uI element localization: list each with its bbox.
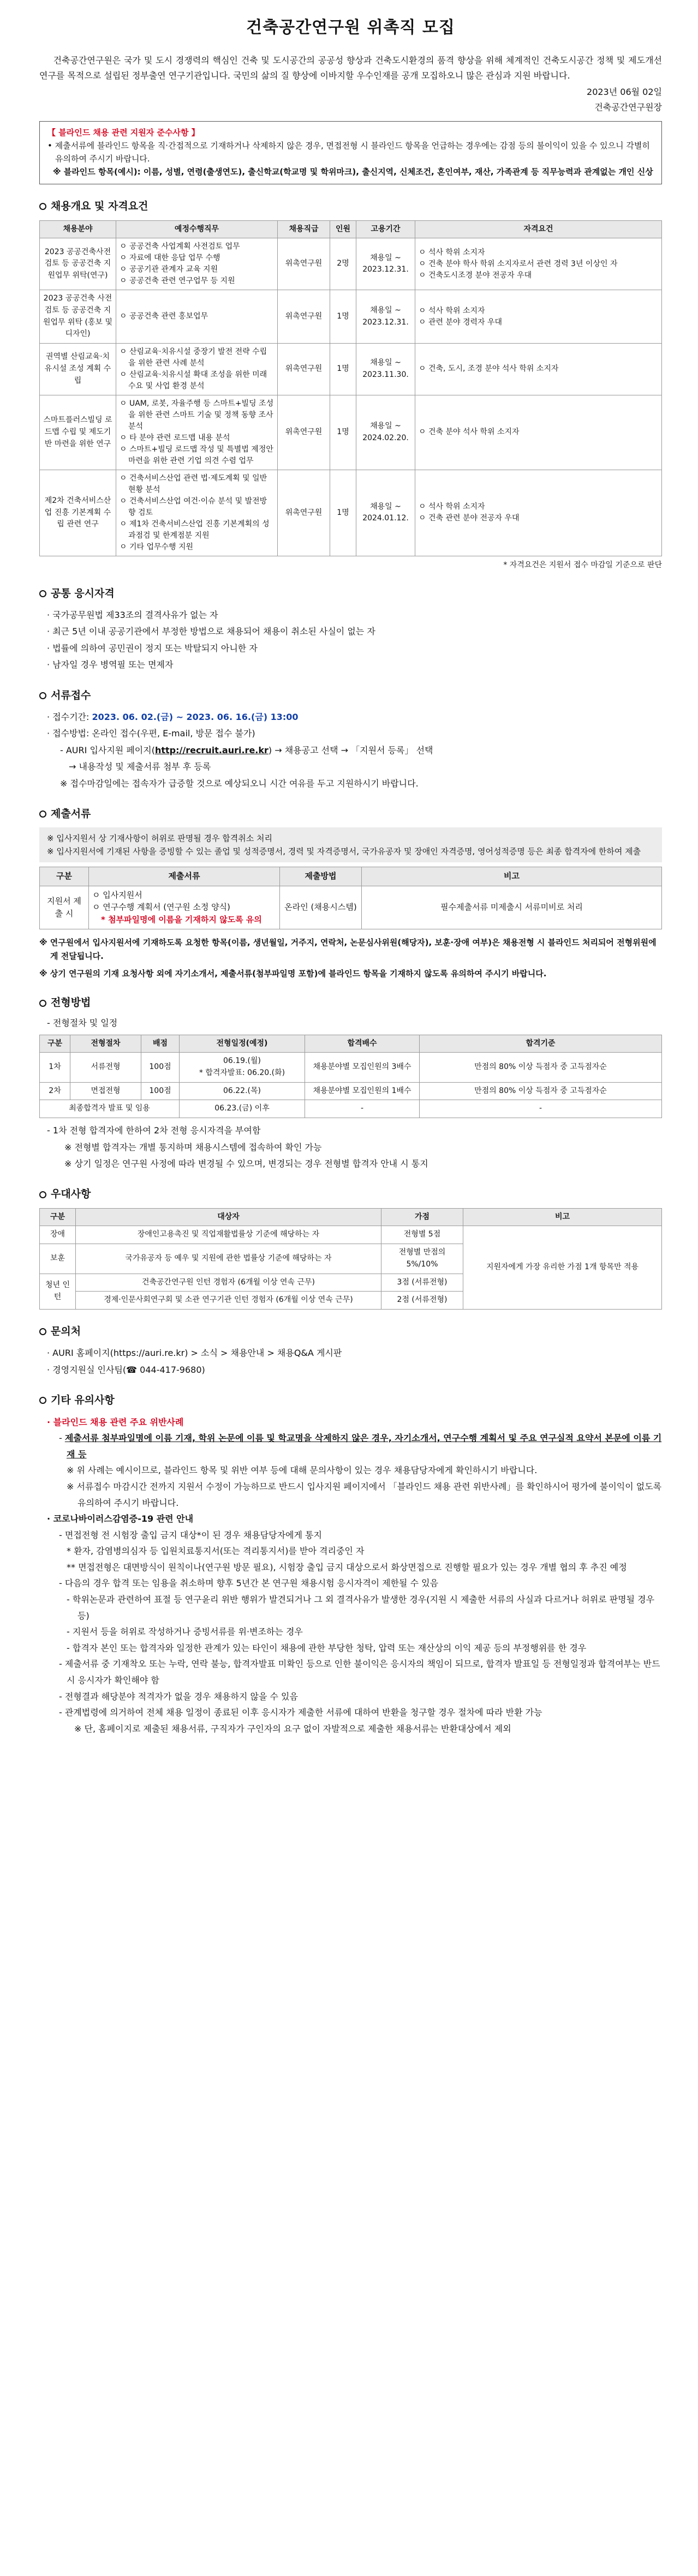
circle-icon (39, 1000, 46, 1007)
section-common-title: 공통 응시자격 (51, 587, 115, 599)
section-contact-title: 문의처 (51, 1325, 81, 1337)
list-item: ㅇ 공공기관 관계자 교육 지원 (120, 264, 274, 275)
recruit-duties (116, 395, 278, 470)
intro-paragraph: 건축공간연구원은 국가 및 도시 경쟁력의 핵심인 건축 및 도시공간의 공공성 향상과 건축도시환경의 품격 향상을 위해 체계적인 건축도시공간 정책 및 제도개선 연구를 목적으로 설립된 정부출연 연구기관입니다. 국민의 삶의 질 향상에 이바지할 우수인재를 공개 모집하오니 많은 관심과 지원 바랍니다. (39, 55, 662, 81)
selection-schedule (180, 1053, 305, 1082)
recruit-duties-list (120, 398, 274, 467)
common-qualifications-list (39, 607, 662, 674)
documents-filename-warning: * 첨부파일명에 이름을 기재하지 않도록 유의 (101, 914, 262, 924)
etc-note: ※ 위 사례는 예시이므로, 블라인드 항목 및 위반 여부 등에 대해 문의사항이 있는 경우 채용담당자에게 확인하시기 바랍니다. (67, 1465, 538, 1476)
etc-note: - 관계법령에 의거하여 전체 채용 일정이 종료된 이후 응시자가 제출한 서류에 대하여 반환을 청구할 경우 절차에 따라 반환 가능 (59, 1707, 542, 1718)
submission-method: · 접수방법: 온라인 접수(우편, E-mail, 방문 접수 불가) (47, 728, 255, 739)
table-row (40, 1053, 662, 1082)
recruit-grade: 위촉연구원 (278, 238, 330, 290)
table-row (40, 1082, 662, 1100)
preference-target: 경제·인문사회연구회 및 소관 연구기관 인턴 경험자 (6개월 이상 연속 근무) (76, 1292, 381, 1310)
recruit-duties (116, 238, 278, 290)
circle-icon (39, 203, 46, 210)
contact-phone: · 경영지원실 인사팀(☎ 044-417-9680) (47, 1364, 205, 1375)
col-header-multiple: 합격배수 (305, 1035, 420, 1053)
circle-icon (39, 1328, 46, 1335)
documents-table (39, 867, 662, 929)
etc-note: - 전형결과 해당분야 적격자가 없을 경우 채용하지 않을 수 있음 (59, 1691, 298, 1702)
section-overview-title: 채용개요 및 자격요건 (51, 200, 148, 213)
recruit-count: 1명 (330, 470, 356, 556)
col-header-category: 구분 (40, 1208, 76, 1226)
submission-site-line (47, 742, 662, 759)
circle-icon (39, 1397, 46, 1404)
submission-site-continued: → 내용작성 및 제출서류 첨부 후 등록 (69, 761, 211, 772)
col-header-schedule: 전형일정(예정) (180, 1035, 305, 1053)
recruit-field: 제2차 건축서비스산업 진흥 기본계획 수립 관련 연구 (40, 470, 116, 556)
recruit-duties-list (120, 311, 274, 322)
submission-method-text: 접수방법: 온라인 접수(우편, E-mail, 방문 접수 불가) (52, 728, 255, 739)
recruit-duties (116, 343, 278, 395)
etc-blind-heading: · 블라인드 채용 관련 주요 위반사례 (47, 1416, 184, 1427)
etc-note: - 제출서류 중 기재착오 또는 누락, 연락 불능, 합격자발표 미확인 등으로 인한 불이익은 응시자의 책임이 되므로, 합격자 발표일 등 전형일정과 합격여부는 반드시 응시자가 확인해야 함 (59, 1659, 660, 1686)
section-documents-heading (39, 806, 662, 822)
etc-note: ※ 서류접수 마감시간 전까지 지원서 수정이 가능하므로 반드시 입사지원 페이지에서 「블라인드 채용 관련 위반사례」를 확인하시어 평가에 불이익이 없도록 유의하여 주시기 바랍니다. (67, 1481, 662, 1508)
preference-points: 전형별 5점 (381, 1226, 463, 1244)
list-item: · 국가공무원법 제33조의 결격사유가 없는 자 (47, 610, 218, 621)
preference-category: 장애 (40, 1226, 76, 1244)
preference-target: 장애인고용촉진 및 직업재활법률상 기준에 해당하는 자 (76, 1226, 381, 1244)
selection-criteria: 만점의 80% 이상 득점자 중 고득점자순 (420, 1082, 662, 1100)
etc-note: ** 면접전형은 대면방식이 원칙이나(연구원 방문 필요), 시험장 출입 금지 대상으로서 화상면접으로 진행할 필요가 있는 경우 개별 협의 후 추진 예정 (67, 1562, 627, 1572)
list-item: ㅇ 제1차 건축서비스산업 진흥 기본계획의 성과점검 및 한계점분 지원 (120, 519, 274, 542)
submission-list (39, 709, 662, 792)
list-item: ㅇ 건축 분야 학사 학위 소지자로서 관련 경력 3년 이상인 자 (419, 259, 658, 270)
recruit-duties (116, 290, 278, 344)
col-header-method: 제출방법 (280, 867, 362, 886)
etc-note: - 면접전형 전 시험장 출입 금지 대상*이 된 경우 채용담당자에게 통지 (59, 1529, 322, 1540)
contact-list (39, 1345, 662, 1378)
preference-category: 보훈 (40, 1244, 76, 1274)
col-header-count: 인원 (330, 220, 356, 238)
list-item: ㅇ 석사 학위 소지자 (419, 247, 658, 259)
circle-icon (39, 692, 46, 699)
selection-note: ※ 전형별 합격자는 개별 통지하며 채용시스템에 접속하여 확인 가능 (64, 1142, 322, 1152)
documents-table-header-row (40, 867, 662, 886)
list-item: ㅇ 공공건축 관련 연구업무 등 지원 (120, 275, 274, 287)
col-header-target: 대상자 (76, 1208, 381, 1226)
section-common-heading (39, 586, 662, 602)
list-item: ㅇ 석사 학위 소지자 (419, 305, 658, 317)
recruit-grade: 위촉연구원 (278, 470, 330, 556)
list-item-text: 남자일 경우 병역필 또는 면제자 (52, 659, 174, 670)
list-item: ㅇ 건축 관련 분야 전공자 우대 (419, 513, 658, 524)
recruit-count: 1명 (330, 290, 356, 344)
blind-notice-box (39, 121, 662, 184)
recruit-grade: 위촉연구원 (278, 343, 330, 395)
recruit-count: 1명 (330, 343, 356, 395)
recruit-period: 채용일 ~ 2023.12.31. (356, 238, 415, 290)
blind-processing-note: ※ 연구원에서 입사지원서에 기재하도록 요청한 항목(이름, 생년월일, 거주지, 연락처, 논문심사위원(해당자), 보훈·장애 여부)은 채용전형 시 블라인드 처리되어 전형위원에게 전달됩니다. (39, 937, 657, 962)
section-etc-title: 기타 유의사항 (51, 1394, 115, 1407)
blind-caution-note: ※ 상기 연구원의 기재 요청사항 외에 자기소개서, 제출서류(첨부파일명 포함)에 블라인드 항목을 기재하지 않도록 유의하여 주시기 바랍니다. (39, 968, 547, 978)
list-item: ㅇ 산림교육·치유시설 확대 조성을 위한 미래수요 및 사업 환경 분석 (120, 369, 274, 392)
recruit-requirements-list (419, 427, 658, 438)
recruit-count: 1명 (330, 395, 356, 470)
recruit-grade: 위촉연구원 (278, 395, 330, 470)
selection-table-header-row (40, 1035, 662, 1053)
selection-subheading: - 전형절차 및 일정 (47, 1017, 118, 1028)
circle-icon (39, 810, 46, 818)
col-header-duties: 예정수행직무 (116, 220, 278, 238)
recruit-duties (116, 470, 278, 556)
blind-notice-bullet-text: 제출서류에 블라인드 항목을 직·간접적으로 기재하거나 삭제하지 않은 경우, 면접전형 시 블라인드 항목을 언급하는 경우에는 감점 등의 불이익이 있을 수 있으니 각별히 유의하여 주시기 바랍니다. (55, 141, 650, 164)
recruit-requirements-list (419, 363, 658, 375)
documents-method: 온라인 (채용시스템) (280, 886, 362, 929)
etc-note: - 합격자 본인 또는 합격자와 일정한 관계가 있는 타인이 채용에 관한 부당한 청탁, 압력 또는 재산상의 이익 제공 등의 부정행위를 한 경우 (67, 1642, 587, 1653)
recruit-table-footnote: * 자격요건은 지원서 접수 마감일 기준으로 판단 (503, 560, 662, 569)
documents-notes-box (39, 827, 662, 862)
blind-notice-title: 【 블라인드 채용 관련 지원자 준수사항 】 (47, 128, 200, 138)
page-title: 건축공간연구원 위촉직 모집 (246, 18, 455, 37)
section-selection-title: 전형방법 (51, 996, 91, 1009)
table-row (40, 470, 662, 556)
etc-blind-heading-text: 블라인드 채용 관련 주요 위반사례 (53, 1416, 184, 1427)
section-preference-heading (39, 1186, 662, 1202)
contact-website-text: AURI 홈페이지(https://auri.re.kr) > 소식 > 채용안내 > 채용Q&A 게시판 (52, 1348, 342, 1359)
table-row (40, 395, 662, 470)
notice-date: 2023년 06월 02일 (587, 86, 662, 97)
etc-note: - 학위논문과 관련하여 표절 등 연구윤리 위반 행위가 발견되거나 그 외 결격사유가 발생한 경우(지원 시 제출한 서류의 사실과 다르거나 허위로 판명될 경우 등) (67, 1594, 655, 1621)
submission-period-value: 2023. 06. 02.(금) ~ 2023. 06. 16.(금) 13:00 (92, 712, 299, 723)
preference-target: 건축공간연구원 인턴 경험자 (6개월 이상 연속 근무) (76, 1274, 381, 1292)
submission-period: · 접수기간: 2023. 06. 02.(금) ~ 2023. 06. 16.(금) 13:00 (47, 712, 299, 723)
etc-note: - 지원서 등을 허위로 작성하거나 증빙서류를 위·변조하는 경우 (67, 1626, 303, 1637)
list-item: ㅇ 자료에 대한 응답 업무 수행 (120, 253, 274, 264)
list-item: ㅇ 스마트+빌딩 로드맵 작성 및 특별법 제정안 마련을 위한 관련 기업 의견 수렴 업무 (120, 444, 274, 467)
blind-notice-bullet: • 제출서류에 블라인드 항목을 직·간접적으로 기재하거나 삭제하지 않은 경우, 면접전형 시 블라인드 항목을 언급하는 경우에는 감점 등의 불이익이 있을 수 있으니 각별히 유의하여 주시기 바랍니다. (47, 141, 650, 164)
list-item: ㅇ 기타 업무수행 지원 (120, 542, 274, 553)
recruit-site-link[interactable]: http://recruit.auri.re.kr (154, 744, 269, 755)
section-submission-title: 서류접수 (51, 689, 91, 701)
list-item: ㅇ 건축서비스산업 여건·이슈 분석 및 발전방향 검토 (120, 496, 274, 519)
etc-note: * 환자, 감염병의심자 등 입원치료통지서(또는 격리통지서)를 받아 격리중인 자 (67, 1546, 365, 1557)
selection-final-criteria: - (420, 1100, 662, 1118)
recruit-count: 2명 (330, 238, 356, 290)
col-header-criteria: 합격기준 (420, 1035, 662, 1053)
selection-process: 서류전형 (70, 1053, 141, 1082)
circle-icon (39, 1191, 46, 1198)
issuer-name: 건축공간연구원장 (594, 102, 662, 113)
submission-period-label: 접수기간: (52, 712, 92, 723)
section-selection-heading (39, 995, 662, 1011)
list-item: ㅇ 입사지원서 (92, 889, 276, 902)
list-item-text: 최근 5년 이내 공공기관에서 부정한 방법으로 채용되어 채용이 취소된 사실이 없는 자 (52, 626, 375, 637)
recruit-duties-list (120, 346, 274, 392)
section-submission-heading (39, 688, 662, 704)
selection-final-multiple: - (305, 1100, 420, 1118)
list-item: ㅇ UAM, 로봇, 자율주행 등 스마트+빌딩 조성을 위한 관련 스마트 기술 및 정책 동향 조사 분석 (120, 398, 274, 433)
table-row (40, 238, 662, 290)
col-header-category: 구분 (40, 867, 89, 886)
preference-points: 전형별 만점의 5%/10% (381, 1244, 463, 1274)
selection-score: 100점 (141, 1082, 180, 1100)
section-etc-heading (39, 1392, 662, 1408)
etc-covid-heading-text: 코로나바이러스감염증-19 관련 안내 (53, 1514, 194, 1524)
selection-stage: 2차 (40, 1082, 70, 1100)
selection-note: - 1차 전형 합격자에 한하여 2차 전형 응시자격을 부여함 (47, 1125, 261, 1136)
list-item: ㅇ 건축도시조경 분야 전공자 우대 (419, 270, 658, 281)
documents-note: 필수제출서류 미제출시 서류미비로 처리 (362, 886, 662, 929)
documents-items (92, 889, 276, 914)
etc-blind-main-text: 제출서류 첨부파일명에 이름 기재, 학위 논문에 이름 및 학교명을 삭제하지 않은 경우, 자기소개서, 연구수행 계획서 및 주요 연구실적 요약서 본문에 이름 기재 등 (64, 1433, 662, 1460)
contact-website[interactable]: · AURI 홈페이지(https://auri.re.kr) > 소식 > 채용안내 > 채용Q&A 게시판 (47, 1348, 342, 1359)
etc-note: - 다음의 경우 합격 또는 임용을 취소하며 향후 5년간 본 연구원 채용시험 응시자격이 제한될 수 있음 (59, 1578, 439, 1589)
recruit-field: 2023 공공건축 사전검토 등 공공건축 지원업무 위탁 (홍보 및 디자인) (40, 290, 116, 344)
selection-multiple: 채용분야별 모집인원의 1배수 (305, 1082, 420, 1100)
selection-final-label: 최종합격자 발표 및 임용 (40, 1100, 180, 1118)
list-item: ㅇ 건축서비스산업 관련 법·제도계획 및 일반현황 분석 (120, 473, 274, 496)
selection-announce-date: * 합격자발표: 06.20.(화) (199, 1068, 285, 1078)
selection-notes (39, 1122, 662, 1172)
selection-schedule-date: 06.19.(월) (223, 1056, 261, 1066)
contact-phone-text: 경영지원실 인사팀(☎ 044-417-9680) (52, 1364, 205, 1375)
circle-icon (39, 590, 46, 597)
selection-multiple: 채용분야별 모집인원의 3배수 (305, 1053, 420, 1082)
list-item: · 법률에 의하여 공민권이 정지 또는 박탈되지 아니한 자 (47, 643, 258, 653)
col-header-grade: 채용직급 (278, 220, 330, 238)
etc-covid-heading: · 코로나바이러스감염증-19 관련 안내 (47, 1514, 194, 1524)
col-header-stage: 구분 (40, 1035, 70, 1053)
section-documents-title: 제출서류 (51, 808, 91, 820)
recruit-period: 채용일 ~ 2024.02.20. (356, 395, 415, 470)
recruit-requirements (415, 343, 662, 395)
preference-table-header-row (40, 1208, 662, 1226)
list-item: ㅇ 산림교육·치유시설 중장기 발전 전략 수립을 위한 관련 사례 분석 (120, 346, 274, 369)
preference-target: 국가유공자 등 예우 및 지원에 관한 법률상 기준에 해당하는 자 (76, 1244, 381, 1274)
etc-notes (39, 1414, 662, 1737)
col-header-points: 가점 (381, 1208, 463, 1226)
recruit-requirements-list (419, 305, 658, 328)
list-item: ㅇ 건축 분야 석사 학위 소지자 (419, 427, 658, 438)
submission-site-suffix: ) → 채용공고 선택 → 「지원서 등록」 선택 (268, 744, 433, 755)
documents-group: 지원서 제출 시 (40, 886, 89, 929)
col-header-documents: 제출서류 (89, 867, 280, 886)
col-header-remark: 비고 (463, 1208, 662, 1226)
col-header-requirements: 자격요건 (415, 220, 662, 238)
table-row (40, 343, 662, 395)
list-item: ㅇ 관련 분야 경력자 우대 (419, 317, 658, 328)
recruit-field: 권역별 산림교육·치유시설 조성 계획 수립 (40, 343, 116, 395)
preference-remark: 지원자에게 가장 유리한 가점 1개 항목만 적용 (463, 1226, 662, 1309)
list-item: · 최근 5년 이내 공공기관에서 부정한 방법으로 채용되어 채용이 취소된 사실이 없는 자 (47, 626, 375, 637)
section-preference-title: 우대사항 (51, 1188, 91, 1200)
selection-final-schedule: 06.23.(금) 이후 (180, 1100, 305, 1118)
col-header-field: 채용분야 (40, 220, 116, 238)
section-overview-heading (39, 199, 662, 214)
recruit-requirements (415, 395, 662, 470)
etc-blind-main: - 제출서류 첨부파일명에 이름 기재, 학위 논문에 이름 및 학교명을 삭제하지 않은 경우, 자기소개서, 연구수행 계획서 및 주요 연구실적 요약서 본문에 이름 기재 등 (59, 1433, 662, 1460)
table-row (40, 1100, 662, 1118)
list-item: ㅇ 연구수행 계획서 (연구원 소정 양식) (92, 901, 276, 914)
recruit-field: 2023 공공건축사전검토 등 공공건축 지원업무 위탁(연구) (40, 238, 116, 290)
selection-table (39, 1035, 662, 1118)
recruit-requirements-list (419, 501, 658, 524)
col-header-process: 전형절차 (70, 1035, 141, 1053)
list-item: · 남자일 경우 병역필 또는 면제자 (47, 659, 174, 670)
recruit-field: 스마트플러스빌딩 로드맵 수립 및 제도기반 마련을 위한 연구 (40, 395, 116, 470)
blind-notice-reference: ※ 블라인드 항목(예시): 이름, 성별, 연령(출생연도), 출신학교(학교명 및 학위마크), 출신지역, 신체조건, 혼인여부, 재산, 가족관계 등 직무능력과 관계없는 개인 신상 (53, 167, 653, 177)
list-item: ㅇ 타 분야 관련 로드맵 내용 분석 (120, 433, 274, 444)
selection-schedule: 06.22.(목) (180, 1082, 305, 1100)
section-contact-heading (39, 1324, 662, 1340)
list-item-text: 법률에 의하여 공민권이 정지 또는 박탈되지 아니한 자 (52, 643, 258, 653)
selection-score: 100점 (141, 1053, 180, 1082)
recruit-table-body (40, 238, 662, 556)
recruit-requirements (415, 470, 662, 556)
documents-items-cell (89, 886, 280, 929)
recruit-period: 채용일 ~ 2023.12.31. (356, 290, 415, 344)
list-item-text: 국가공무원법 제33조의 결격사유가 없는 자 (52, 610, 218, 621)
recruit-requirements (415, 238, 662, 290)
preference-table (39, 1208, 662, 1310)
documents-note: ※ 입사지원서 상 기재사항이 허위로 판명될 경우 합격취소 처리 (47, 833, 272, 844)
documents-note: ※ 입사지원서에 기재된 사항을 증빙할 수 있는 졸업 및 성적증명서, 경력 및 자격증명서, 국가유공자 및 장애인 자격증명, 영어성적증명 등은 최종 합격자에 한하여 제출 (47, 846, 641, 857)
recruit-duties-list (120, 241, 274, 287)
recruit-period: 채용일 ~ 2024.01.12. (356, 470, 415, 556)
table-row (40, 886, 662, 929)
recruit-period: 채용일 ~ 2023.11.30. (356, 343, 415, 395)
preference-category: 청년 인턴 (40, 1274, 76, 1309)
table-row (40, 1226, 662, 1244)
etc-note: ※ 단, 홈페이지로 제출된 채용서류, 구직자가 구인자의 요구 없이 자발적으로 제출한 채용서류는 반환대상에서 제외 (74, 1723, 511, 1734)
preference-points: 3점 (서류전형) (381, 1274, 463, 1292)
recruit-table-header-row (40, 220, 662, 238)
recruit-duties-list (120, 473, 274, 553)
list-item: ㅇ 공공건축 관련 홍보업무 (120, 311, 274, 322)
recruit-table (39, 220, 662, 556)
list-item: ㅇ 석사 학위 소지자 (419, 501, 658, 513)
selection-process: 면접전형 (70, 1082, 141, 1100)
preference-points: 2점 (서류전형) (381, 1292, 463, 1310)
col-header-score: 배점 (141, 1035, 180, 1053)
selection-criteria: 만점의 80% 이상 득점자 중 고득점자순 (420, 1053, 662, 1082)
recruit-requirements (415, 290, 662, 344)
recruit-requirements-list (419, 247, 658, 281)
submission-site-prefix: - AURI 입사지원 페이지( (60, 744, 155, 755)
list-item: ㅇ 공공건축 사업계획 사전검토 업무 (120, 241, 274, 253)
col-header-period: 고용기간 (356, 220, 415, 238)
list-item: ㅇ 건축, 도시, 조경 분야 석사 학위 소지자 (419, 363, 658, 375)
table-row (40, 290, 662, 344)
submission-warning: ※ 접수마감일에는 접속자가 급증할 것으로 예상되오니 시간 여유를 두고 지원하시기 바랍니다. (60, 778, 419, 789)
selection-note: ※ 상기 일정은 연구원 사정에 따라 변경될 수 있으며, 변경되는 경우 전형별 합격자 안내 시 통지 (64, 1158, 428, 1169)
selection-stage: 1차 (40, 1053, 70, 1082)
col-header-note: 비고 (362, 867, 662, 886)
recruit-grade: 위촉연구원 (278, 290, 330, 344)
